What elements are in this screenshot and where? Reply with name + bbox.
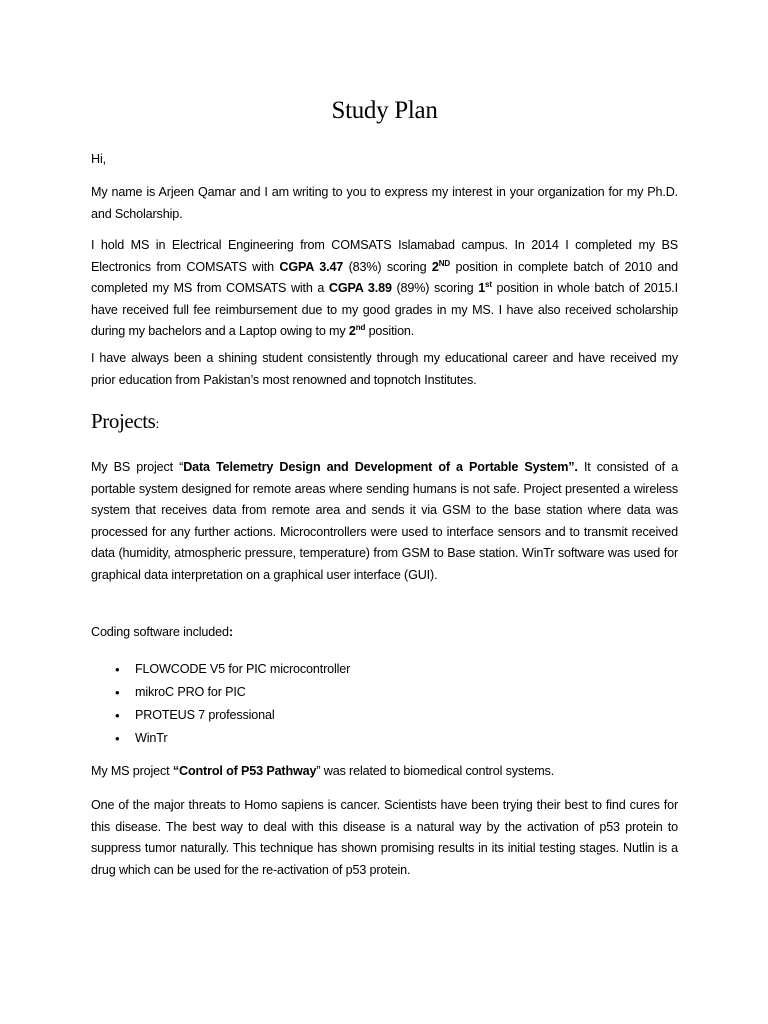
bs-position: 2ND [431,258,451,274]
coding-software-label: Coding software included: [91,625,233,639]
ms-position: 1st [478,280,492,295]
laptop-position: 2nd [348,323,366,338]
ms-cgpa: CGPA 3.89 [328,281,392,295]
software-list [109,658,350,750]
intro-paragraph: My name is Arjeen Qamar and I am writing to you to express my interest in your organization for my Ph.D. and Scholarship. [91,185,678,221]
greeting: Hi, [91,152,106,166]
list-item: • PROTEUS 7 professional [109,704,350,727]
education-paragraph: I hold MS in Electrical Engineering from COMSATS Islamabad campus. In 2014 I completed my BS Electronics from COMSATS with CGPA 3.47 (83%) scoring 2ND position in complete batch of 2010 and completed my MS from COMSATS with a CGPA 3.89 (89%) scoring 1st position in whole batch of 2015.I have received full fee reimbursement due to my good grades in my MS. I have also received scholarship during my bachelors and a Laptop owing to my 2nd position. [91,238,678,338]
ms-project-title: “Control of P53 Pathway [172,764,317,778]
background-paragraph: I have always been a shining student consistently through my educational career and have received my prior education from Pakistan’s most renowned and topnotch Institutes. [91,351,678,387]
document-title: Study Plan [331,97,438,124]
projects-heading: Projects: [91,409,159,433]
list-item: • FLOWCODE V5 for PIC microcontroller [109,658,350,681]
cancer-paragraph: One of the major threats to Homo sapiens is cancer. Scientists have been trying their best to find cures for this disease. The best way to deal with this disease is a natural way by the activation of p53 protein to suppress tumor naturally. This technique has shown promising results in its initial testing stages. Nutlin is a drug which can be used for the re-activation of p53 protein. [91,798,678,877]
document-page [91,0,678,1024]
ms-project-paragraph: My MS project “Control of P53 Pathway” was related to biomedical control systems. [91,764,555,778]
bs-project-paragraph: My BS project “Data Telemetry Design and Development of a Portable System”. It consisted of a portable system designed for remote areas where sending humans is not safe. Project presented a wireless system that receives data from remote area and sends it via GSM to the base station where data was processed for any further actions. Microcontrollers were used to interface sensors and to transmit received data (humidity, atmospheric pressure, temperature) from GSM to Base station. WinTr software was used for graphical data interpretation on a graphical user interface (GUI). [91,460,678,582]
bs-project-title: Data Telemetry Design and Development of a Portable System”. [183,460,578,474]
bs-cgpa: CGPA 3.47 [279,259,344,274]
list-item: • mikroC PRO for PIC [109,681,350,704]
list-item: • WinTr [109,727,350,750]
